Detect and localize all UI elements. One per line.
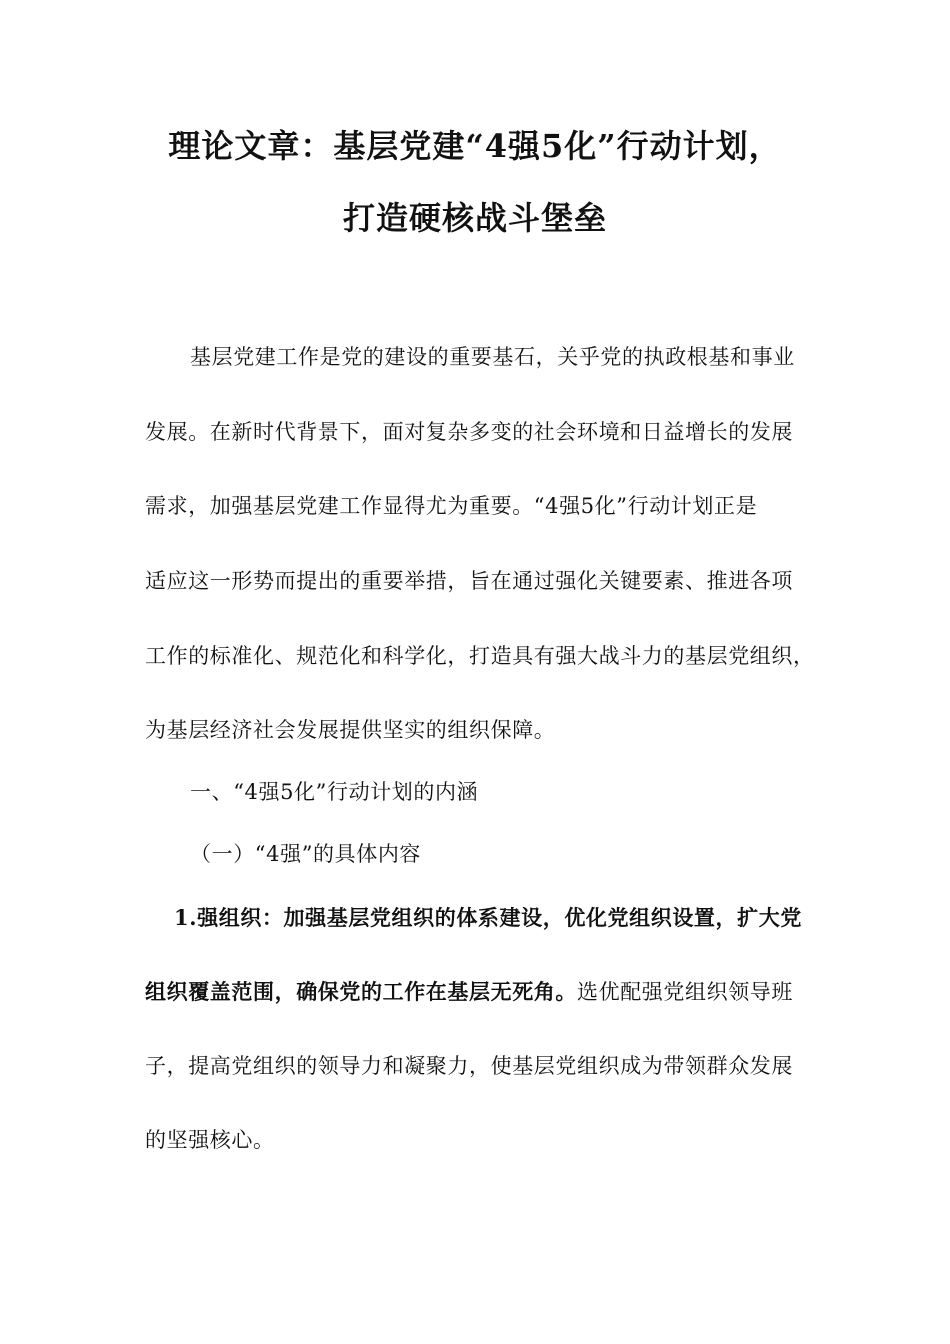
- item-1-line-1: 1.强组织：加强基层党组织的体系建设，优化党组织设置，扩大党: [174, 905, 802, 930]
- intro-paragraph-line-1: 基层党建工作是党的建设的重要基石，关乎党的执政根基和事业: [190, 345, 795, 369]
- item-1-line-2-rest: 选优配强党组织领导班: [577, 980, 793, 1004]
- intro-paragraph-line-6: 为基层经济社会发展提供坚实的组织保障。: [145, 718, 556, 742]
- item-1-line-2: [145, 977, 793, 1007]
- item-1-line-4: 的坚强核心。: [145, 1128, 275, 1152]
- intro-paragraph-line-4: 适应这一形势而提出的重要举措，旨在通过强化关键要素、推进各项: [145, 569, 793, 593]
- intro-paragraph-line-5: 工作的标准化、规范化和科学化，打造具有强大战斗力的基层党组织，: [145, 644, 815, 668]
- intro-paragraph-line-3: 需求，加强基层党建工作显得尤为重要。“4强5化”行动计划正是: [145, 494, 758, 518]
- section-heading-1: 一、“4强5化”行动计划的内涵: [190, 780, 479, 804]
- document-title-line-2: 打造硬核战斗堡垒: [342, 199, 607, 237]
- item-1-line-3: 子，提高党组织的领导力和凝聚力，使基层党组织成为带领群众发展: [145, 1054, 793, 1078]
- document-title-line-1: 理论文章：基层党建“4强5化”行动计划，: [168, 127, 782, 165]
- item-1-line-2-bold: 组织覆盖范围，确保党的工作在基层无死角。: [145, 979, 577, 1004]
- intro-paragraph-line-2: 发展。在新时代背景下，面对复杂多变的社会环境和日益增长的发展: [145, 420, 793, 444]
- subsection-heading-1: （一）“4强”的具体内容: [190, 842, 422, 866]
